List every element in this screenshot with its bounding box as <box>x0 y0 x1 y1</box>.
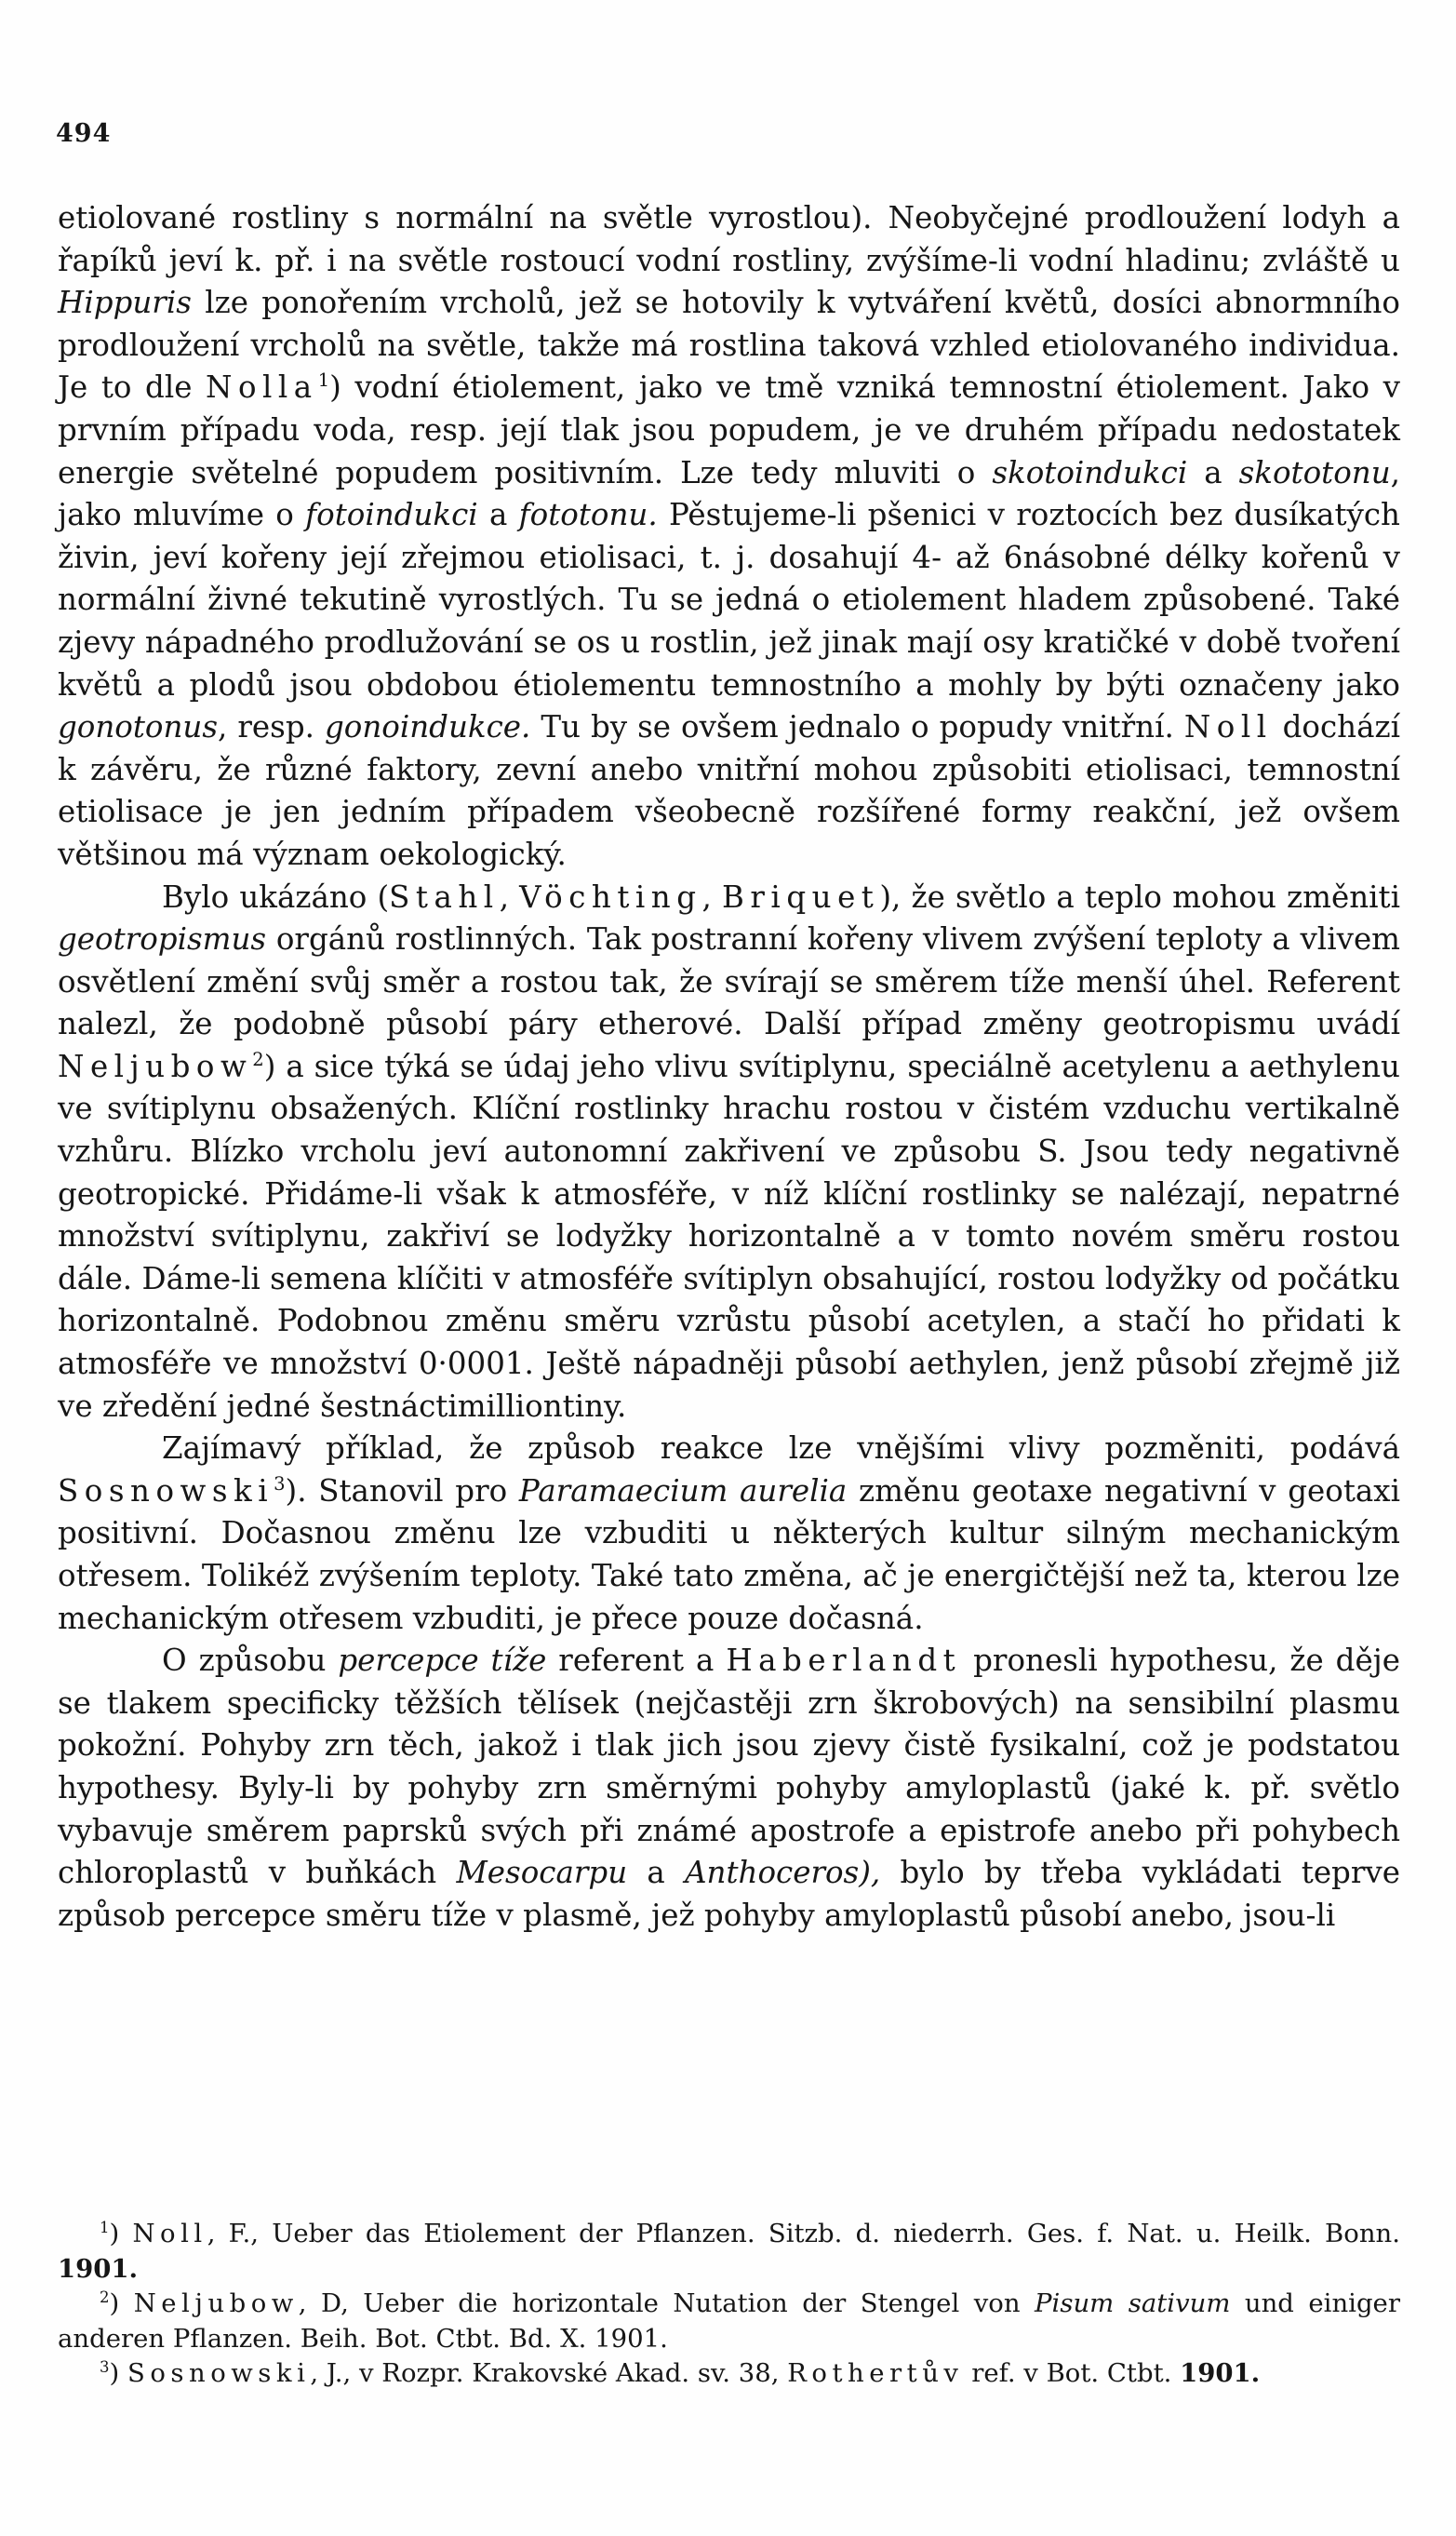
paragraph-gravity-perception <box>58 1640 1400 1937</box>
text-run: a <box>627 1855 686 1891</box>
spaced-name: Nolla <box>206 369 318 406</box>
text-run: a <box>477 497 519 533</box>
text-run: Bylo ukázáno ( <box>162 879 390 915</box>
spaced-name: Stahl <box>389 879 500 915</box>
text-run: ) a sice týká se údaj jeho vlivu svítiplynu, speciálně acetylenu a aethylenu ve svítiplynu obsažených. Klíční rostlinky hrachu rostou v čistém vzduchu vertikalně vzhůru. Blízko vrcholu jeví autonomní zakřivení ve způsobu S. Jsou tedy negativně geotropické. Přidáme-li však k atmosféře, v níž klíční rostlinky se nalézají, nepatrné množství svítiplynu, zakřiví se lodyžky horizontalně a v tomto novém směru rostou dále. Dáme-li semena klíčiti v atmosféře svítiplyn obsahující, rostou lodyžky od počátku horizontalně. Podobnou změnu směru vzrůstu působí acetylen, a stačí ho přidati k atmosféře ve množství 0·0001. Ještě nápadněji působí aethylen, jenž působí zřejmě již ve zředění jedné šestnáctimilliontiny. <box>58 1048 1400 1424</box>
text-run: , J., v Rozpr. Krakovské Akad. sv. 38, <box>310 2358 788 2388</box>
footnote-marker: 1 <box>100 2218 110 2236</box>
text-run: ). Stanovil pro <box>285 1472 519 1509</box>
footnote-3 <box>58 2356 1400 2392</box>
italic-term: Anthoceros), <box>685 1855 881 1891</box>
italic-term: fotoindukci <box>305 497 478 533</box>
spaced-name: Neljubow <box>133 2288 299 2318</box>
text-run: ) <box>109 2358 127 2388</box>
text-run: referent a <box>546 1643 727 1679</box>
text-run: orgánů rostlinných. Tak postranní kořeny vlivem zvýšení teploty a vlivem osvětlení změní svůj směr a rostou tak, že svírají se směrem tíže menší úhel. Referent nalezl, že podobně působí páry etherové. Další případ změny geotropismu uvádí <box>58 921 1400 1042</box>
text-run: Pěstujeme-li pšenici v roztocích bez dusíkatých živin, jeví kořeny její zřejmou etiolisaci, t. j. dosahují 4- až 6násobné délky kořenů v normální živné tekutině vyrostlých. Tu se jedná o etiolement hladem způsobené. Také zjevy nápadného prodlužování se os u rostlin, jež jinak mají osy kratičké v době tvoření květů a plodů jsou obdobou étiolementu temnostního a mohly by býti označeny jako <box>58 497 1400 703</box>
text-run: a <box>1187 454 1239 490</box>
main-text <box>58 197 1400 1937</box>
italic-term: fototonu. <box>518 497 658 533</box>
footnote-marker: 3 <box>274 1472 286 1495</box>
italic-term: gonoindukce. <box>324 709 531 745</box>
bold-text: 1901. <box>58 2253 139 2284</box>
italic-term: Pisum sativum <box>1035 2288 1231 2318</box>
text-run: dochází k závěru, že různé faktory, zevní anebo vnitřní mohou způsobiti etiolisaci, temnostní etiolisace je jen jedním případem všeobecně rozšířené formy reakční, jež ovšem většinou má význam oekologický. <box>58 709 1401 872</box>
text-run: ), že světlo a teplo mohou změniti <box>879 879 1400 915</box>
footnote-marker: 1 <box>317 369 330 392</box>
spaced-name: Sosnowski <box>58 1472 274 1509</box>
spaced-name: Haberlandt <box>726 1643 962 1679</box>
footnotes <box>58 2217 1400 2392</box>
text-run: , jako mluvíme o <box>58 454 1400 533</box>
italic-term: Hippuris <box>58 285 192 321</box>
spaced-name: Briquet <box>722 879 880 915</box>
paragraph-geotropism-change <box>58 877 1400 1429</box>
text-run: Tu by se ovšem jednalo o popudy vnitřní. <box>530 709 1184 745</box>
italic-term: percepce tíže <box>338 1643 547 1679</box>
text-run: pronesli hypothesu, že děje se tlakem specificky těžších tělísek (nejčastěji zrn škrobových) na sensibilní plasmu pokožní. Pohyby zrn těch, jakož i tlak jich jsou zjevy čistě fysikalní, což je podstatou hypothesy. Byly-li by pohyby zrn směrnými pohyby amyloplastů (jaké k. př. světlo vybavuje směrem paprsků svých při známé apostrofe a epistrofe anebo při pohybech chloroplastů v buňkách <box>58 1643 1400 1891</box>
italic-term: skototonu <box>1238 454 1391 490</box>
paragraph-etiolement <box>58 197 1400 877</box>
footnote-2 <box>58 2287 1400 2356</box>
italic-term: Mesocarpu <box>456 1855 628 1891</box>
spaced-name: Neljubow <box>58 1048 253 1084</box>
text-run: , <box>499 879 520 915</box>
text-run: bylo by třeba vykládati teprve způsob percepce směru tíže v plasmě, jež pohyby amyloplastů působí anebo, jsou-li <box>58 1855 1400 1933</box>
spaced-name: Sosnowski <box>127 2358 311 2388</box>
spaced-name: Noll <box>132 2219 207 2248</box>
text-run: , F., Ueber das Etiolement der Pflanzen. Sitzb. d. niederrh. Ges. f. Nat. u. Heilk. Bonn. <box>207 2219 1400 2248</box>
text-run: etiolované rostliny s normální na světle vyrostlou). Neobyčejné prodloužení lodyh a řapíků jeví k. př. i na světle rostoucí vodní rostliny, zvýšíme-li vodní hladinu; zvláště u <box>58 200 1400 278</box>
italic-term: gonotonus <box>58 709 219 745</box>
footnote-marker: 2 <box>100 2288 110 2306</box>
text-run: ) <box>109 2219 133 2248</box>
text-run: ) <box>109 2288 134 2318</box>
footnote-marker: 2 <box>252 1049 264 1071</box>
spaced-name: Noll <box>1183 709 1273 745</box>
italic-term: skotoindukci <box>992 454 1188 490</box>
text-run: , <box>701 879 723 915</box>
spaced-name: Rothertův <box>787 2358 964 2388</box>
bold-text: 1901. <box>1180 2358 1261 2388</box>
spaced-name: Vöchting <box>519 879 702 915</box>
text-run: , D, Ueber die horizontale Nutation der Stengel von <box>298 2288 1035 2318</box>
text-run: O způsobu <box>162 1643 339 1679</box>
text-run: ) vodní étiolement, jako ve tmě vzniká temnostní étiolement. Jako v prvním případu voda, resp. její tlak jsou popudem, je ve druhém případu nedostatek energie světelné popudem positivním. Lze tedy mluviti o <box>58 369 1400 490</box>
italic-term: geotropismus <box>58 921 267 958</box>
footnote-marker: 3 <box>100 2357 110 2376</box>
text-run: ref. v Bot. Ctbt. <box>963 2358 1181 2388</box>
text-run: und einiger anderen Pflanzen. Beih. Bot. Ctbt. Bd. X. 1901. <box>58 2288 1400 2354</box>
text-run: Zajímavý příklad, že způsob reakce lze vnějšími vlivy pozměniti, podává <box>162 1430 1400 1467</box>
text-run: změnu geotaxe negativní v geotaxi positivní. Dočasnou změnu lze vzbuditi u některých kultur silným mechanickým otřesem. Tolikéž zvýšením teploty. Také tato změna, ač je energičtější než ta, kterou lze mechanickým otřesem vzbuditi, je přece pouze dočasná. <box>58 1472 1401 1636</box>
paragraph-geotaxis-reversal <box>58 1428 1400 1640</box>
italic-term: Paramaecium aurelia <box>518 1472 848 1509</box>
text-run: , resp. <box>218 709 325 745</box>
text-run: lze ponořením vrcholů, jež se hotovily k vytváření květů, dosíci abnormního prodloužení vrcholů na světle, takže má rostlina taková vzhled etiolovaného individua. Je to dle <box>58 285 1400 406</box>
page-number: 494 <box>56 119 112 148</box>
footnote-1 <box>58 2217 1400 2287</box>
